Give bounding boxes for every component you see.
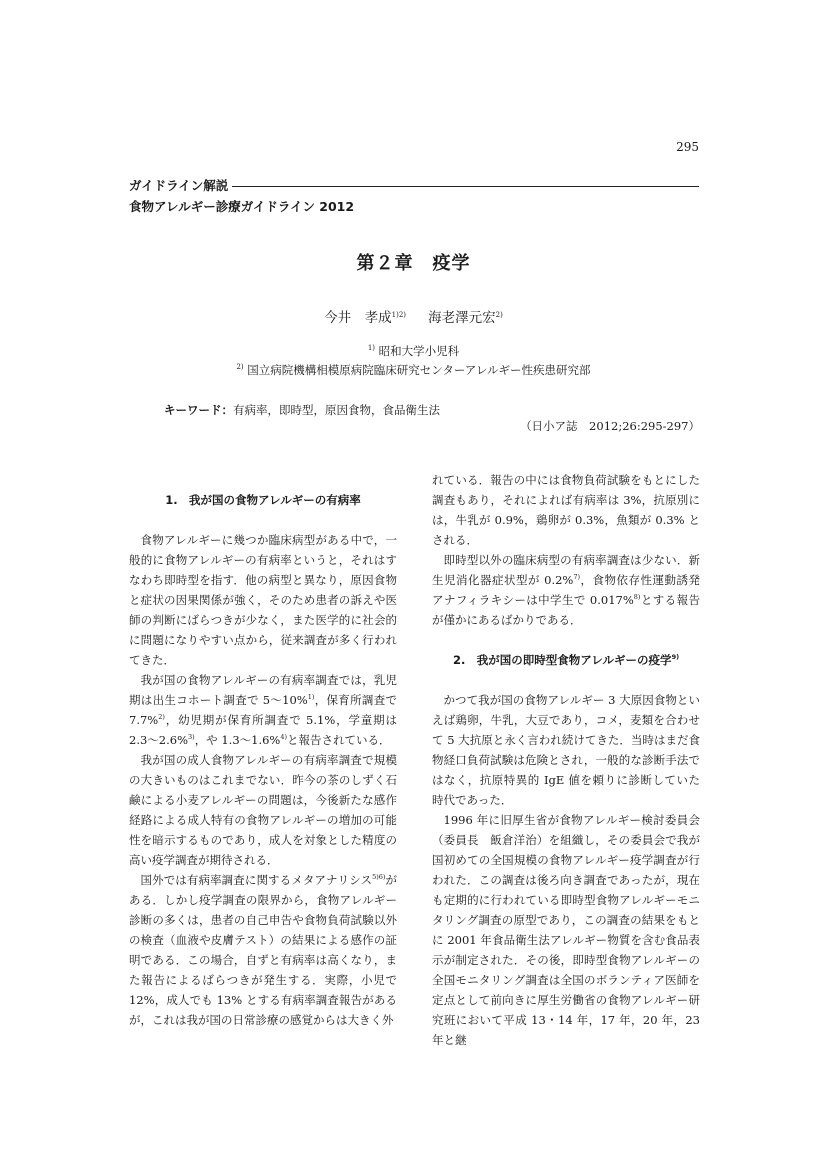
ref-mark: 7) bbox=[573, 573, 581, 581]
ref-mark: 1) bbox=[307, 693, 315, 701]
paragraph: 我が国の食物アレルギーの有病率調査では，乳児期は出生コホート調査で 5～10%$^{1)}$，保育所調査で 7.7%$^{2)}$，幼児期が保育所調査で 5.1%，学童期は 2.3～2.6%$^{3)}$，や 1.3～1.6%$^{4)}$と報告されている． bbox=[129, 673, 398, 747]
series-header bbox=[129, 176, 699, 194]
citation: （日小ア誌 2012;26:295-297） bbox=[520, 419, 700, 433]
guideline-title: 食物アレルギー診療ガイドライン 2012 bbox=[129, 199, 355, 214]
right-column bbox=[432, 470, 700, 1050]
paragraph: かつて我が国の食物アレルギー 3 大原因食物といえば鶏卵，牛乳，大豆であり，コメ，麦類を合わせて 5 大抗原と永く言われ続けてきた．当時はまだ食物経口負荷試験は危険とされ，一般的な診断手法ではなく，抗原特異的 IgE 値を頼りに診断していた時代であった． bbox=[432, 693, 700, 807]
ref-mark: 5)6) bbox=[372, 873, 386, 881]
ref-mark: 8) bbox=[633, 593, 641, 601]
series-label: ガイドライン解説 bbox=[129, 178, 229, 193]
left-column bbox=[129, 490, 397, 1030]
keywords-list: 有病率，即時型，原因食物，食品衛生法 bbox=[233, 403, 440, 417]
author-2-affil: 2) bbox=[495, 311, 503, 319]
section-2-heading: 2. 我が国の即時型食物アレルギーの疫学$^{9)}$ bbox=[452, 653, 680, 667]
author-2: 海老澤元宏 bbox=[428, 310, 496, 326]
author-1: 今井 孝成 bbox=[324, 310, 392, 326]
paragraph: 国外では有病率調査に関するメタアナリシス$^{5)6)}$がある．しかし疫学調査の限界から，食物アレルギー診断の多くは，患者の自己申告や食物負荷試験以外の検査（血液や皮膚テスト）の結果による感作の証明である．この場合，自ずと有病率は高くなり，また報告によるばらつきが発生する．実際，小児で 12%，成人でも 13% とする有病率調査報告があるが，これは我が国の日常診療の感覚からは大きく外 bbox=[129, 873, 398, 1027]
paragraph: 我が国の成人食物アレルギーの有病率調査で規模の大きいものはこれまでない．昨今の茶のしずく石鹸による小麦アレルギーの問題は，今後新たな感作経路による成人特有の食物アレルギーの増加の可能性を暗示するものであり，成人を対象とした精度の高い疫学調査が期待される． bbox=[129, 753, 397, 867]
section-1-heading: 1. 我が国の食物アレルギーの有病率 bbox=[165, 493, 361, 507]
keywords bbox=[164, 402, 440, 418]
ref-mark: 2) bbox=[158, 713, 165, 721]
ref-mark: 3) bbox=[188, 733, 195, 741]
affiliation-2: $^{2)}$ 国立病院機構相模原病院臨床研究センターアレルギー性疾患研究部 bbox=[236, 363, 591, 377]
article-title: 第２章 疫学 bbox=[356, 253, 471, 274]
paragraph: 食物アレルギーに幾つか臨床病型がある中で，一般的に食物アレルギーの有病率というと，それはすなわち即時型を指す．他の病型と異なり，原因食物と症状の因果関係が強く，そのため患者の訴えや医師の判断にばらつきが少なく，また医学的に社会的に問題になりやすい点から，従来調査が多く行われてきた． bbox=[129, 533, 397, 667]
paragraph: れている．報告の中には食物負荷試験をもとにした調査もあり，それによれば有病率は 3%，抗原別には，牛乳が 0.9%，鶏卵が 0.3%，魚類が 0.3% とされる． bbox=[432, 473, 700, 547]
header-rule bbox=[232, 186, 699, 187]
paragraph: 1996 年に旧厚生省が食物アレルギー検討委員会（委員長 飯倉洋治）を組織し，その委員会で我が国初めての全国規模の食物アレルギー疫学調査が行われた．この調査は後ろ向き調査であったが，現在も定期的に行われている即時型食物アレルギーモニタリング調査の原型であり，この調査の結果をもとに 2001 年食品衛生法アレルギー物質を含む食品表示が制定された．その後，即時型食物アレルギーの全国モニタリング調査は全国のボランティア医師を定点として前向きに厚生労働省の食物アレルギー研究班において平成 13・14 年，17 年，20 年，23 年と継 bbox=[432, 813, 700, 1047]
keywords-label: キーワード： bbox=[164, 403, 233, 417]
authors bbox=[0, 306, 827, 326]
author-1-affil: 1)2) bbox=[391, 311, 407, 319]
affiliation-1: $^{1)}$ 昭和大学小児科 bbox=[367, 344, 460, 358]
paragraph: 即時型以外の臨床病型の有病率調査は少ない．新生児消化器症状型が 0.2%$^{7)}$，食物依存性運動誘発アナフィラキシーは中学生で 0.017%$^{8)}$とする報告が僅かにあるばかりである． bbox=[432, 553, 701, 627]
page-number: 295 bbox=[676, 140, 699, 154]
ref-mark: 4) bbox=[280, 733, 288, 741]
